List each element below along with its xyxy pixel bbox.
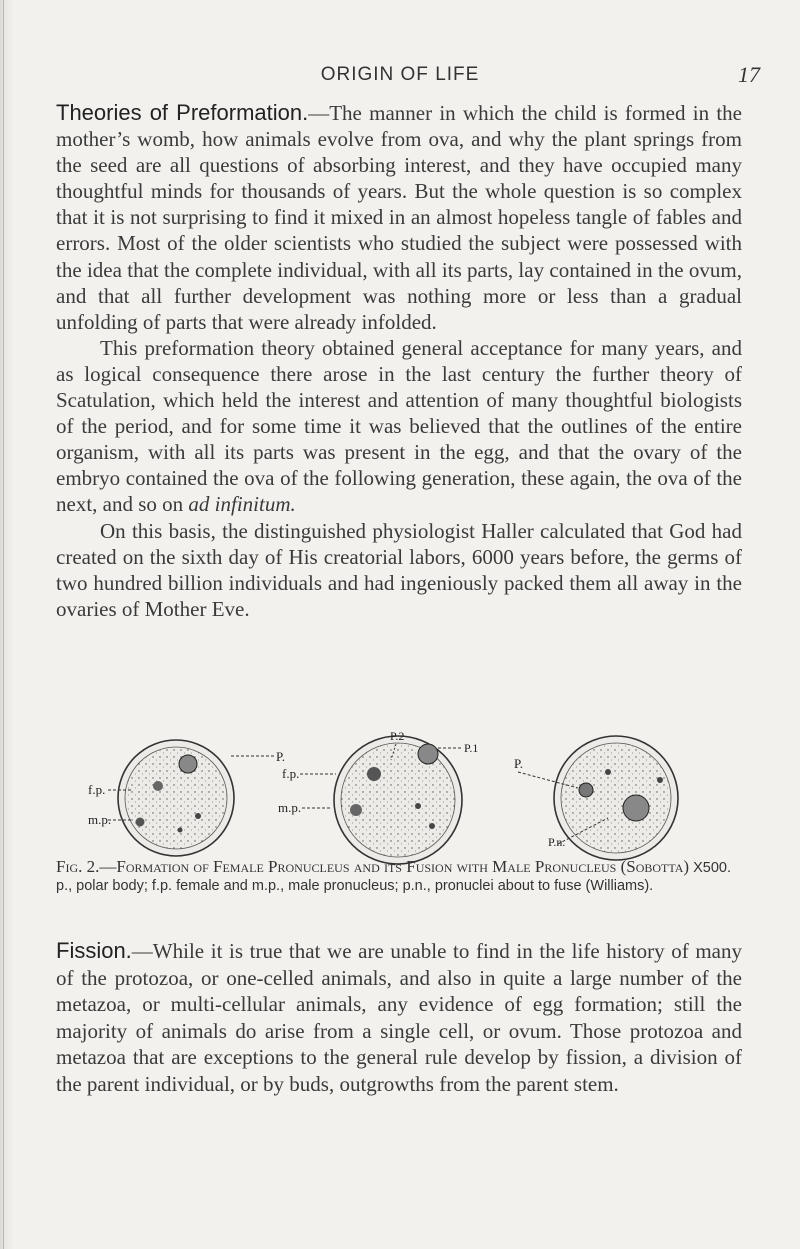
- label-polar-body-3: P.: [514, 756, 524, 771]
- label-polar-body-2: P.2: [390, 729, 405, 743]
- cell-diagram-1: [108, 740, 274, 856]
- caption-title: Fig. 2.—Formation of Female Pronucleus and its Fusion with Male Pronucleus (Sobotta): [56, 857, 690, 876]
- binding-line: [3, 0, 4, 1249]
- label-female-pronucleus-2: f.p.: [282, 766, 300, 781]
- paragraph-2-text: This preformation theory obtained general acceptance for many years, and as logical consequence there arose in the last century the further theory of Scatulation, which held the interest and attention of many thoughtful biologists of the period, and for some time it was believed that the outlines of the entire organism, with all its parts was present in the egg, and that the ovary of the embryo contained the ova of the following generation, these again, the ova of the next, and so on: [56, 335, 742, 517]
- paragraph-2: [56, 335, 742, 518]
- page-number: 17: [738, 62, 760, 87]
- label-pronuclei: P.n.: [548, 835, 566, 849]
- preformation-section: [56, 100, 742, 622]
- caption-body: X500. p., polar body; f.p. female and m.p., male pronucleus; p.n., pronuclei about to fuse (Williams).: [56, 860, 731, 894]
- label-polar-body-1b: P.1: [464, 741, 479, 755]
- paragraph-3-text: On this basis, the distinguished physiologist Haller calculated that God had created on the sixth day of His creatorial labors, 6000 years before, the germs of two hundred billion individuals and had ingeniously packed them all away in the ovaries of Mother Eve.: [56, 518, 742, 621]
- section-heading-preformation: Theories of Preformation.: [56, 100, 309, 125]
- figure-pronucleus-illustration: [88, 729, 728, 849]
- label-male-pronucleus-2: m.p.: [278, 800, 302, 815]
- label-male-pronucleus-1: m.p.: [88, 812, 112, 827]
- figure-caption: [56, 858, 742, 895]
- paragraph-3: [56, 518, 742, 622]
- paragraph-2-latin: ad infinitum.: [188, 492, 296, 517]
- paragraph-fission-text: —While it is true that we are unable to find in the life history of many of the protozoa, or one-celled animals, and also in quite a large number of the metazoa, or multi-cellular animals, any evidence of egg formation; still the majority of animals do arise from a single cell, or ovum. Those protozoa and metazoa that are exceptions to the general rule develop by fission, a division of the parent individual, or by buds, outgrowths from the parent stem.: [56, 939, 742, 1096]
- paragraph-1-text: —The manner in which the child is formed in the mother’s womb, how animals evolve from ova, and why the plant springs from the seed are all questions of absorbing interest, and they have occupied many thoughtful minds for thousands of years. But the whole question is so complex that it is not surprising to find it mixed in an almost hopeless tangle of fables and errors. Most of the older scientists who studied the subject were possessed with the idea that the complete individual, with all its parts, lay contained in the ovum, and that all further development was nothing more or less than a gradual unfolding of parts that were already infolded.: [56, 101, 742, 334]
- label-polar-body-1: P.: [276, 749, 286, 764]
- cell-diagram-2: [300, 736, 462, 864]
- running-head: ORIGIN OF LIFE: [320, 64, 480, 85]
- cell-diagram-3: [518, 736, 678, 860]
- paragraph-1: [56, 100, 742, 335]
- section-heading-fission: Fission.: [56, 938, 132, 963]
- label-female-pronucleus-1: f.p.: [88, 782, 106, 797]
- fission-section: [56, 938, 742, 1097]
- paragraph-fission: [56, 938, 742, 1097]
